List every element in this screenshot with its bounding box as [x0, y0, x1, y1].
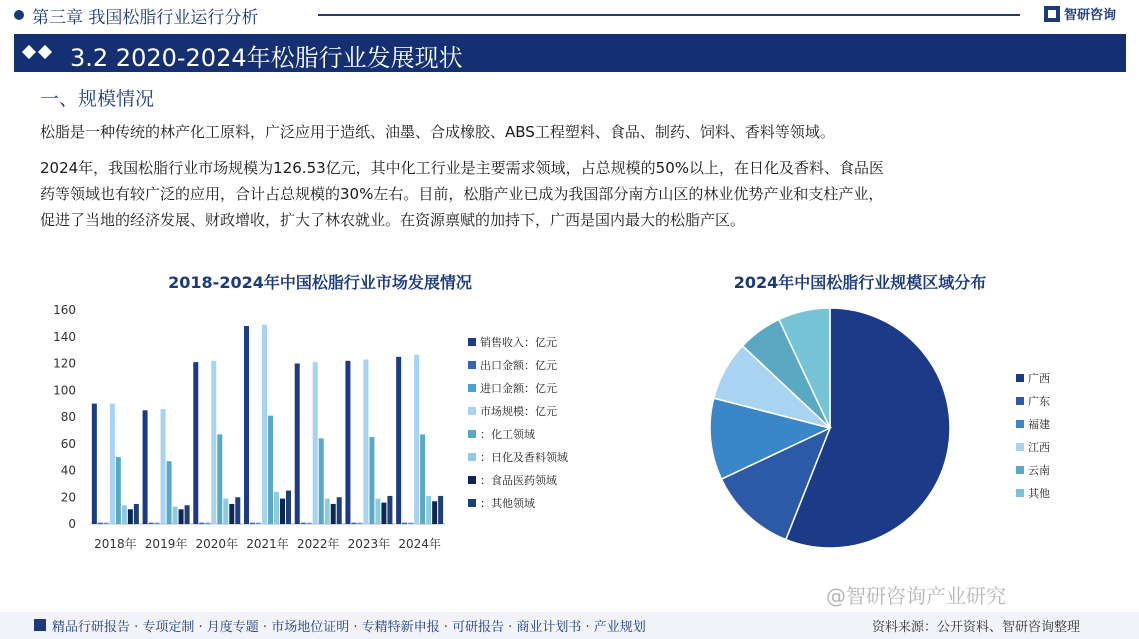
corner-watermark: @智研咨询产业研究	[826, 584, 1006, 608]
bar	[268, 416, 273, 524]
legend-label: 其他	[1028, 487, 1050, 500]
legend-swatch	[468, 338, 476, 346]
bar	[286, 491, 291, 524]
x-tick-label: 2019年	[144, 537, 188, 551]
bar	[167, 461, 172, 524]
y-tick-label: 0	[68, 517, 76, 531]
bar	[337, 497, 342, 524]
bar	[420, 434, 425, 524]
logo-text: 智研咨询	[1064, 8, 1117, 23]
legend-label: 广东	[1028, 395, 1050, 408]
bar	[274, 492, 279, 524]
bar	[319, 438, 324, 524]
bar	[396, 357, 401, 524]
bar	[381, 503, 386, 524]
paragraph-line: 药等领域也有较广泛的应用，合计占总规模的30%左右。目前，松脂产业已成为我国部分南方山区的林业优势产业和支柱产业，	[40, 185, 884, 203]
bar	[256, 523, 261, 524]
legend-swatch	[468, 407, 476, 415]
legend-swatch	[468, 453, 476, 461]
bar	[155, 523, 160, 524]
legend-swatch	[468, 361, 476, 369]
bar	[185, 505, 190, 524]
bar	[193, 362, 198, 524]
footer-services: 精品行研报告 · 专项定制 · 月度专题 · 市场地位证明 · 专精特新申报 · 可研报告 · 商业计划书 · 产业规划	[52, 620, 646, 635]
y-tick-label: 120	[53, 356, 76, 371]
legend-swatch	[468, 384, 476, 392]
banner-title: 3.2 2020-2024年松脂行业发展现状	[70, 44, 463, 72]
bar	[134, 504, 139, 524]
bar	[426, 496, 431, 524]
legend-label: 出口金额：亿元	[480, 359, 557, 372]
legend-swatch	[468, 430, 476, 438]
legend-label: 云南	[1028, 464, 1050, 477]
bar	[375, 499, 380, 524]
paragraph-line: 促进了当地的经济发展、财政增收，扩大了林农就业。在资源禀赋的加持下，广西是国内最大的松脂产区。	[40, 211, 746, 229]
bar	[211, 361, 216, 524]
bar	[122, 505, 127, 524]
diamond-icon	[38, 45, 52, 59]
section-heading: 一、规模情况	[40, 88, 155, 110]
bar	[149, 523, 154, 524]
bar	[357, 523, 362, 524]
bar-chart-title: 2018-2024年中国松脂行业市场发展情况	[168, 273, 472, 292]
brand-icon	[34, 619, 46, 631]
x-tick-label: 2021年	[246, 537, 289, 551]
bar	[217, 434, 222, 524]
legend-swatch	[1016, 374, 1024, 382]
top-header	[0, 0, 1139, 30]
bar	[351, 523, 356, 524]
header-divider	[318, 14, 1020, 16]
bar	[250, 523, 255, 524]
bar	[262, 325, 267, 524]
legend-swatch	[1016, 397, 1024, 405]
x-tick-label: 2024年	[398, 537, 441, 551]
bar	[307, 523, 312, 524]
bar	[179, 509, 184, 524]
legend-label: 销售收入：亿元	[480, 336, 557, 349]
bar	[205, 523, 210, 524]
bar	[98, 523, 103, 524]
legend-label: ：化工领域	[480, 428, 535, 441]
pie-chart-title: 2024年中国松脂行业规模区域分布	[733, 273, 987, 292]
y-tick-label: 140	[53, 329, 76, 344]
x-tick-label: 2018年	[94, 537, 137, 551]
bar	[280, 499, 285, 524]
y-tick-label: 40	[60, 463, 76, 478]
diamond-icon	[22, 45, 36, 59]
footer-bar	[0, 612, 1139, 639]
brand-logo	[1044, 4, 1116, 23]
bar	[161, 409, 166, 524]
bar	[116, 457, 121, 524]
bar	[432, 501, 437, 524]
legend-label: 福建	[1028, 418, 1050, 431]
bar	[369, 437, 374, 524]
bar	[325, 499, 330, 524]
bar	[92, 404, 97, 524]
bar	[104, 523, 109, 524]
pie-chart	[690, 298, 1110, 558]
bar	[229, 504, 234, 524]
legend-swatch	[468, 499, 476, 507]
bar	[143, 410, 148, 524]
legend-label: 进口金额：亿元	[480, 382, 557, 395]
bar	[414, 355, 419, 524]
legend-swatch	[1016, 443, 1024, 451]
data-source-note: 资料来源：公开资料、智研咨询整理	[872, 620, 1081, 635]
x-tick-label: 2023年	[347, 537, 391, 551]
y-tick-label: 80	[60, 410, 76, 424]
legend-swatch	[1016, 489, 1024, 497]
bar	[173, 507, 178, 524]
bar	[128, 509, 133, 524]
bar	[363, 359, 368, 524]
legend-label: 市场规模：亿元	[480, 405, 557, 418]
legend-label: ：食品医药领域	[480, 474, 557, 487]
bar-chart	[40, 298, 600, 558]
bar	[223, 499, 228, 524]
paragraph-intro: 松脂是一种传统的林产化工原料，广泛应用于造纸、油墨、合成橡胶、ABS工程塑料、食品、制药、饲料、香料等领域。	[40, 123, 835, 141]
legend-label: 广西	[1028, 372, 1050, 385]
bar	[295, 364, 300, 525]
bar	[301, 523, 306, 524]
bar	[345, 361, 350, 524]
logo-icon	[1044, 6, 1060, 22]
legend-label: ：日化及香料领域	[480, 451, 568, 464]
legend-swatch	[1016, 466, 1024, 474]
y-tick-label: 60	[60, 436, 76, 451]
y-tick-label: 20	[60, 490, 76, 505]
bar	[438, 496, 443, 524]
legend-label: ：其他领域	[480, 497, 535, 510]
x-tick-label: 2022年	[296, 537, 340, 551]
y-tick-label: 100	[53, 383, 76, 398]
legend-swatch	[468, 476, 476, 484]
bar	[402, 523, 407, 524]
bar	[408, 523, 413, 524]
chapter-title: 第三章 我国松脂行业运行分析	[32, 8, 259, 28]
x-tick-label: 2020年	[195, 537, 239, 551]
y-tick-label: 160	[53, 303, 76, 317]
paragraph-line: 2024年，我国松脂行业市场规模为126.53亿元，其中化工行业是主要需求领域，占总规模的50%以上，在日化及香料、食品医	[40, 159, 885, 177]
bar	[331, 504, 336, 524]
legend-swatch	[1016, 420, 1024, 428]
bar	[387, 496, 392, 524]
bar	[244, 326, 249, 524]
bar	[313, 362, 318, 524]
bar	[110, 404, 115, 524]
bar	[235, 497, 240, 524]
section-banner	[14, 34, 1126, 72]
legend-label: 江西	[1028, 441, 1050, 454]
bullet-dot-icon	[14, 10, 24, 20]
bar	[199, 523, 204, 524]
